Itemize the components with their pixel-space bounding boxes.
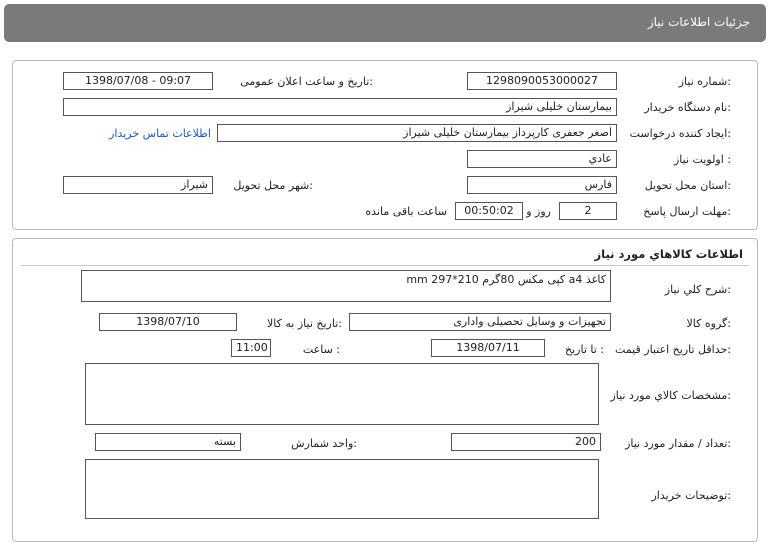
deadline-days-field: 2 bbox=[559, 202, 617, 220]
summary-label: شرح کلي نياز: bbox=[664, 283, 731, 296]
creator-field: اصغر جعفری کارپرداز بیمارستان خلیلی شیراز bbox=[217, 124, 617, 142]
city-field: شیراز bbox=[63, 176, 213, 194]
priority-label: اولویت نیاز : bbox=[673, 153, 731, 166]
need-date-field: 1398/07/10 bbox=[99, 313, 237, 331]
quantity-label: تعداد / مقدار مورد نیاز: bbox=[625, 437, 731, 450]
group-field: تجهیزات و وسایل تحصیلی واداری bbox=[349, 313, 611, 331]
quantity-field: 200 bbox=[451, 433, 601, 451]
province-label: استان محل تحویل: bbox=[644, 179, 731, 192]
section-divider bbox=[21, 265, 749, 266]
summary-field: کاغذ a4 کپی مکس 80گرم 210*297 mm bbox=[81, 270, 611, 302]
until-date-label: تا تاریخ : bbox=[565, 343, 604, 356]
page-header bbox=[4, 4, 766, 42]
buyer-notes-field bbox=[85, 459, 599, 519]
until-date-field: 1398/07/11 bbox=[431, 339, 545, 357]
priority-field: عادي bbox=[467, 150, 617, 168]
deadline-time-field: 00:50:02 bbox=[455, 202, 523, 220]
unit-label: واحد شمارش: bbox=[291, 437, 357, 450]
announce-label: تاریخ و ساعت اعلان عمومی: bbox=[240, 75, 373, 88]
buyer-org-label: نام دستگاه خریدار: bbox=[644, 101, 731, 114]
buyer-contact-link[interactable]: اطلاعات تماس خریدار bbox=[109, 127, 211, 140]
days-and-label: روز و bbox=[526, 205, 551, 218]
remaining-text: ساعت باقی مانده bbox=[365, 205, 447, 218]
specs-label: مشخصات کالاي مورد نياز: bbox=[610, 389, 731, 402]
need-number-field: 1298090053000027 bbox=[467, 72, 617, 90]
page-title: جزئیات اطلاعات نیاز bbox=[647, 15, 750, 29]
need-number-label: شماره نیاز: bbox=[678, 75, 731, 88]
buyer-notes-label: توضیحات خریدار: bbox=[651, 489, 731, 502]
time-field: 11:00 bbox=[231, 339, 271, 357]
specs-field bbox=[85, 363, 599, 425]
need-info-panel bbox=[12, 60, 758, 230]
group-label: گروه کالا: bbox=[686, 317, 731, 330]
deadline-label: مهلت ارسال پاسخ: bbox=[643, 205, 731, 218]
need-date-label: تاریخ نیاز به کالا: bbox=[267, 317, 342, 330]
unit-field: بسته bbox=[95, 433, 241, 451]
creator-label: ایجاد کننده درخواست: bbox=[629, 127, 731, 140]
province-field: فارس bbox=[467, 176, 617, 194]
buyer-org-field: بیمارستان خلیلی شیراز bbox=[63, 98, 617, 116]
city-label: شهر محل تحویل: bbox=[233, 179, 313, 192]
announce-field: 1398/07/08 - 09:07 bbox=[63, 72, 213, 90]
price-validity-label: حداقل تاریخ اعتبار قیمت: bbox=[615, 343, 731, 356]
time-label: ساعت : bbox=[302, 343, 340, 356]
goods-section-title: اطلاعات کالاهاي مورد نياز bbox=[594, 247, 743, 261]
goods-info-panel bbox=[12, 238, 758, 542]
